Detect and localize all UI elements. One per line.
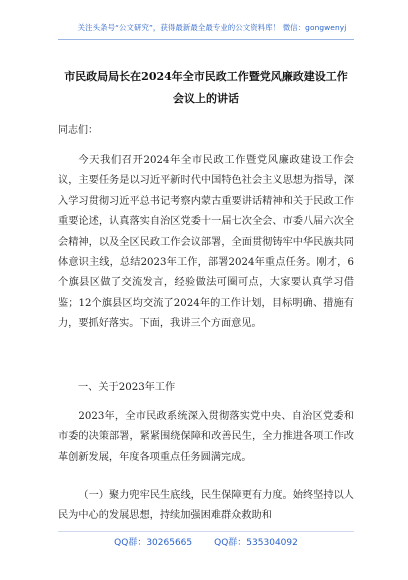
title-line-1: 市民政局局长在2024年全市民政工作暨党风廉政建设工作 — [64, 70, 348, 83]
paragraph-2023-summary: 2023年，全市民政系统深入贯彻落实党中央、自治区党委和市委的决策部署，紧紧围绕保障和改善民生，全力推进各项工作改革创新发展，年度各项重点任务圆满完成。 — [58, 411, 354, 463]
section-heading-2023-work: 一、关于2023年工作 — [78, 382, 176, 393]
footer-divider — [58, 531, 354, 532]
footer-qq-group-2: QQ群：535304092 — [214, 538, 298, 548]
title-line-2: 会议上的讲话 — [173, 92, 239, 105]
document-title — [40, 66, 372, 110]
paragraph-livelihood: （一）聚力兜牢民生底线，民生保障更有力度。始终坚持以人民为中心的发展思想，持续加强困难群众救助和 — [58, 490, 354, 522]
salutation: 同志们： — [58, 125, 98, 136]
footer-contacts — [58, 535, 354, 548]
footer-qq-group-1: QQ群：30265665 — [114, 538, 193, 548]
paragraph-intro: 今天我们召开2024年全市民政工作暨党风廉政建设工作会议，主要任务是以习近平新时代中国特色社会主义思想为指导，深入学习贯彻习近平总书记考察内蒙古重要讲话精神和关于民政工作重要论述，认真落实自治区党委十一届七次全会、市委八届六次全会精神，以及全区民政工作会议部署，全面贯彻铸牢中华民族共同体意识主线，总结2023年工作，部署2024年重点任务。刚才，6个旗县区做了交流发言，经验做法可圈可点，大家要认真学习借鉴；12个旗县区均交流了2024年的工作计划，目标明确、措施有力，要抓好落实。下面，我讲三个方面意见。 — [58, 155, 354, 330]
header-promo: 关注头条号“公文研究”，获得最新最全最专业的公文资料库！ 微信：gongwenyj — [77, 23, 347, 32]
header-divider — [58, 39, 354, 40]
